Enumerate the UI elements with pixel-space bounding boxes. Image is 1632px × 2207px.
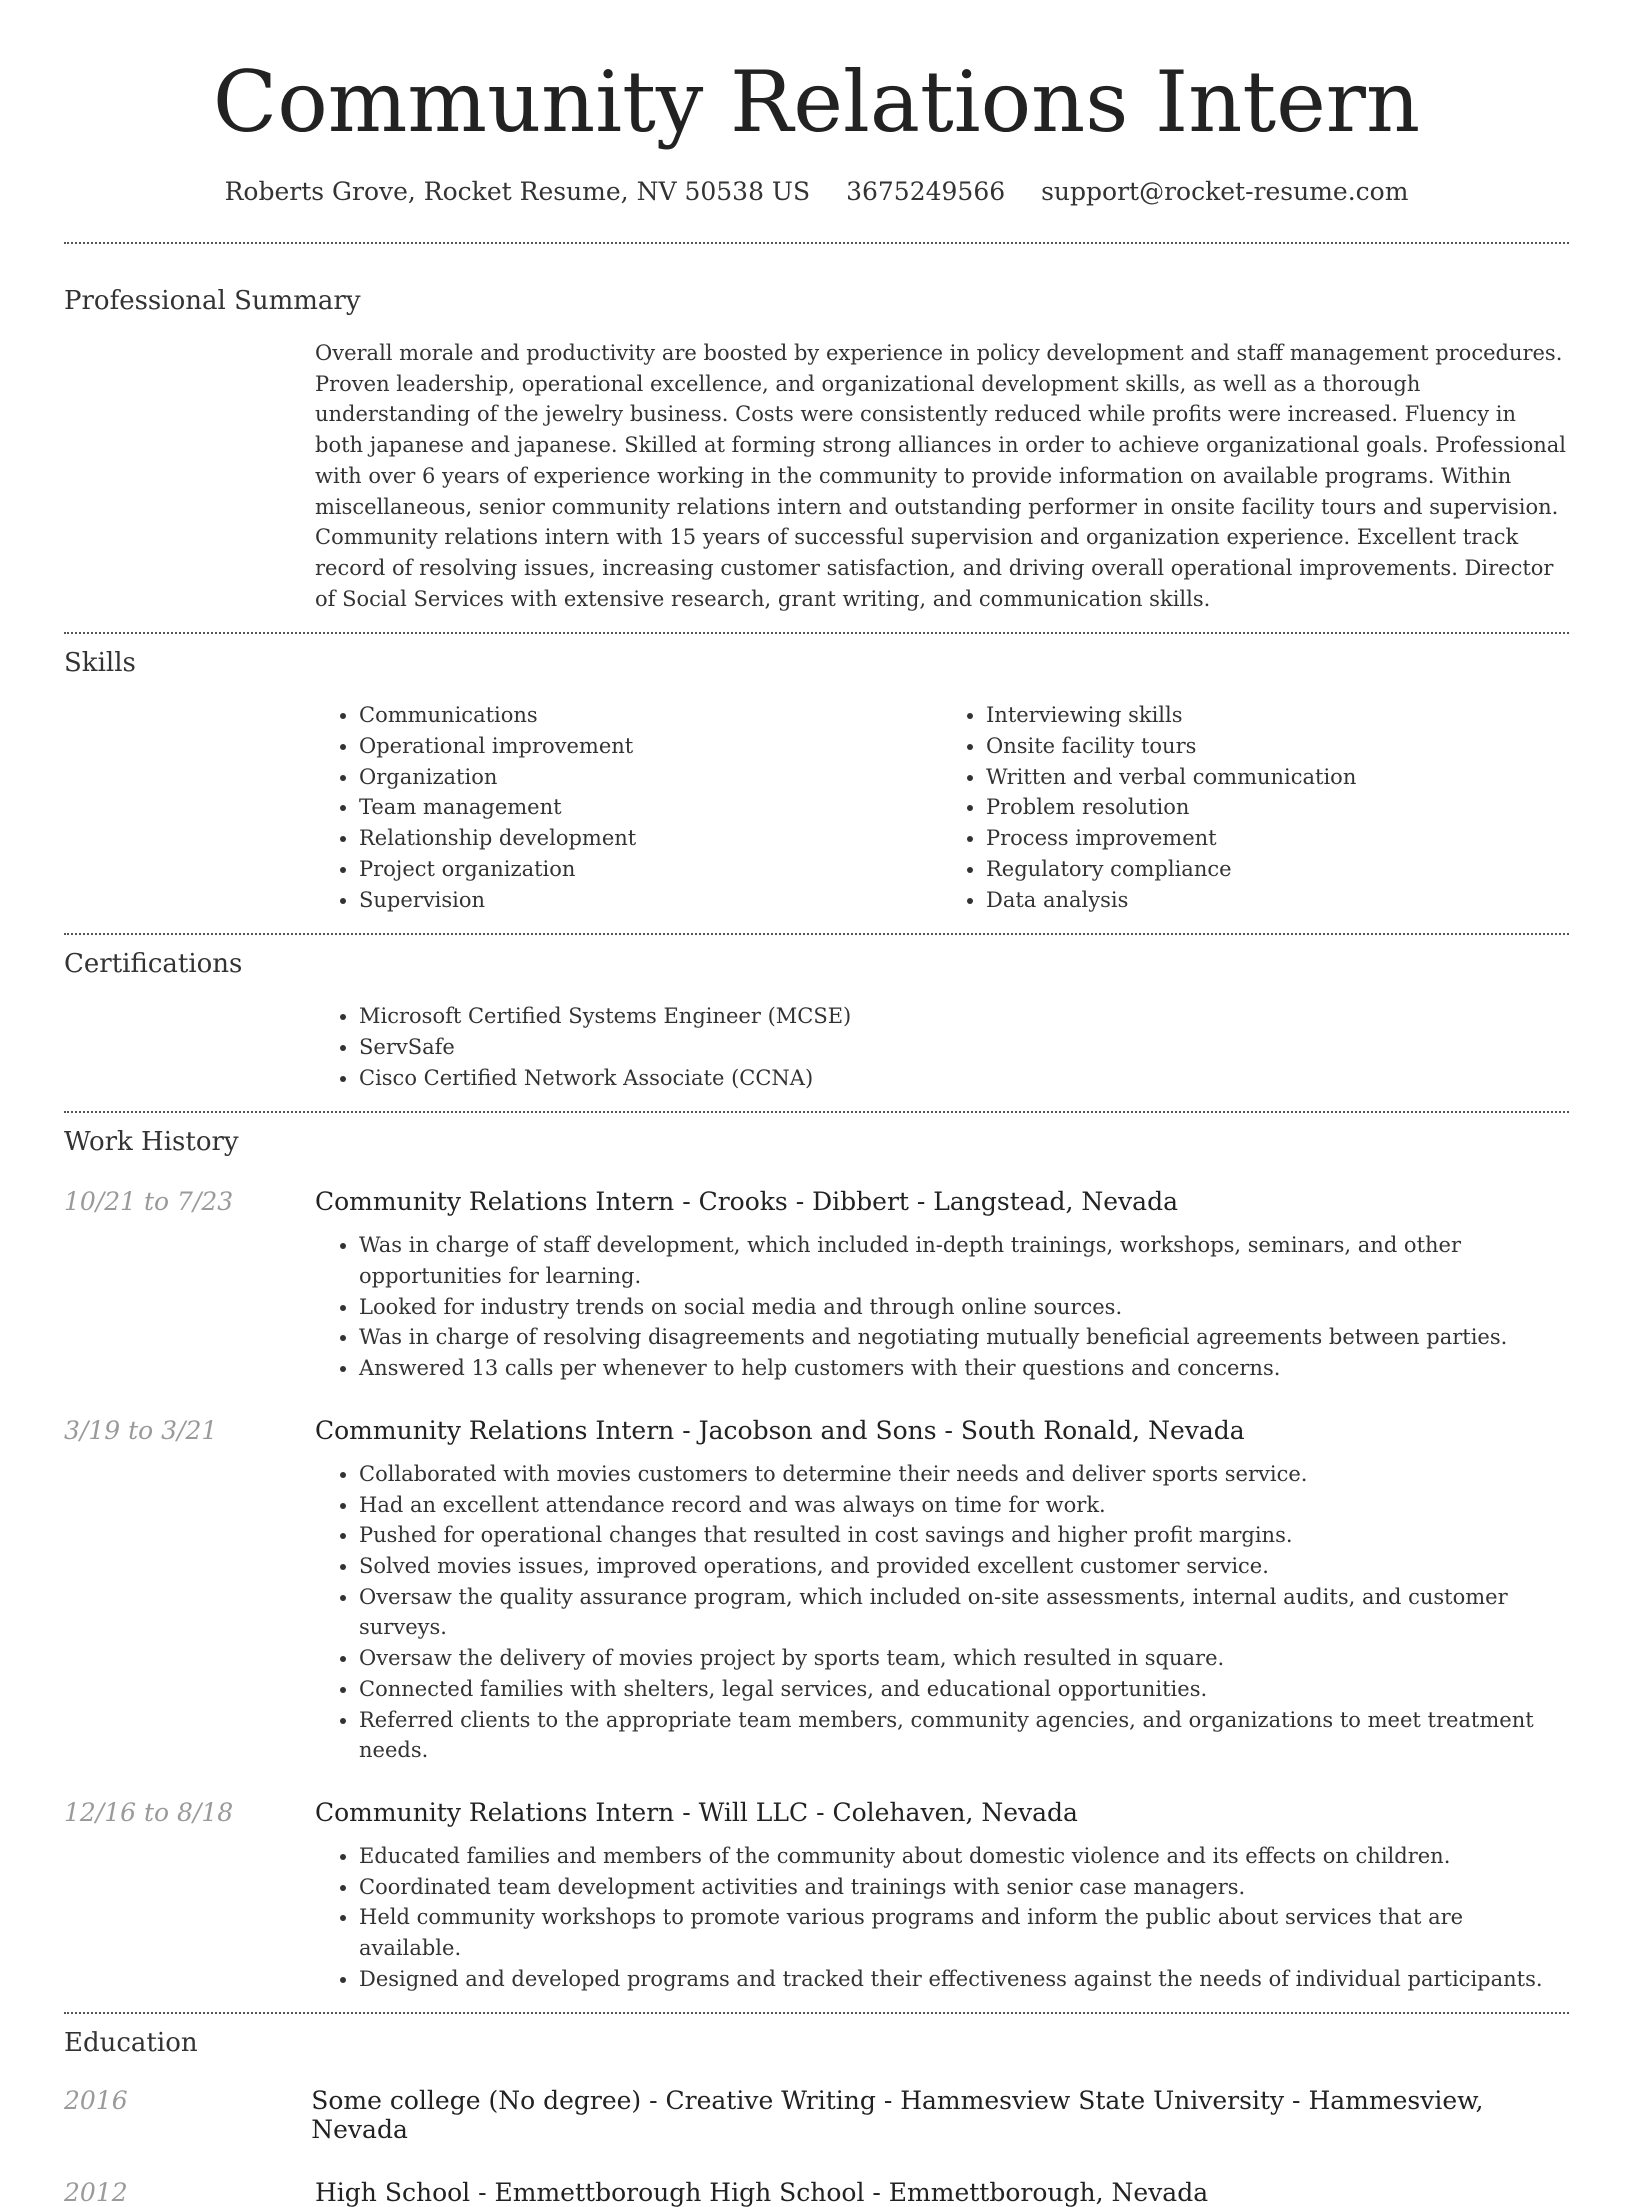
certification-item: • Cisco Certified Network Associate (CCNA) bbox=[359, 1063, 1569, 1094]
job-dates: 12/16 to 8/18 bbox=[64, 1797, 234, 1827]
skill-item: • Organization bbox=[359, 762, 942, 793]
education-year: 2016 bbox=[64, 2086, 128, 2116]
job-bullet: • Was in charge of staff development, which included in-depth trainings, workshops, seminars, and other opportunities for learning. bbox=[359, 1230, 1569, 1291]
divider bbox=[64, 2012, 1569, 2014]
skill-item: • Communications bbox=[359, 700, 942, 731]
contact-phone: 3675249566 bbox=[846, 177, 1006, 206]
job-bullets bbox=[315, 1230, 1569, 1384]
skill-item: • Regulatory compliance bbox=[986, 854, 1569, 885]
divider bbox=[64, 632, 1569, 634]
job-entry bbox=[64, 1187, 1569, 1384]
education-entry bbox=[64, 2178, 1569, 2207]
divider bbox=[64, 1111, 1569, 1113]
summary-text: Overall morale and productivity are boosted by experience in policy development and staff management procedures. Proven leadership, operational excellence, and organizational development skills, as well as a thorough understanding of the jewelry business. Costs were consistently reduced while profits were increased. Fluency in both japanese and japanese. Skilled at forming strong alliances in order to achieve organizational goals. Professional with over 6 years of experience working in the community to provide information on available programs. Within miscellaneous, senior community relations intern and outstanding performer in onsite facility tours and supervision. Community relations intern with 15 years of successful supervision and organization experience. Excellent track record of resolving issues, increasing customer satisfaction, and driving overall operational improvements. Director of Social Services with extensive research, grant writing, and communication skills. bbox=[315, 341, 1566, 611]
contact-address: Roberts Grove, Rocket Resume, NV 50538 US bbox=[224, 177, 811, 206]
job-bullet: • Designed and developed programs and tracked their effectiveness against the needs of individual participants. bbox=[359, 1964, 1569, 1995]
certifications-list bbox=[315, 1001, 1569, 1093]
skill-item: • Relationship development bbox=[359, 823, 942, 854]
section-title-skills: Skills bbox=[64, 648, 136, 679]
job-bullet: • Coordinated team development activities and trainings with senior case managers. bbox=[359, 1872, 1569, 1903]
job-header bbox=[64, 1187, 1569, 1216]
skill-item: • Written and verbal communication bbox=[986, 762, 1569, 793]
contact-line bbox=[64, 176, 1569, 208]
divider bbox=[64, 242, 1569, 244]
resume-name: Community Relations Intern bbox=[212, 53, 1421, 151]
job-dates: 3/19 to 3/21 bbox=[64, 1415, 218, 1445]
resume-page bbox=[64, 0, 1569, 2207]
job-bullet: • Held community workshops to promote various programs and inform the public about services that are available. bbox=[359, 1902, 1569, 1963]
education-text: Some college (No degree) - Creative Writing - Hammesview State University - Hammesview, Nevada bbox=[311, 2086, 1484, 2145]
job-header bbox=[64, 1798, 1569, 1827]
section-title-work: Work History bbox=[64, 1127, 239, 1158]
certification-item: • ServSafe bbox=[359, 1032, 1569, 1063]
job-bullet: • Oversaw the quality assurance program, which included on-site assessments, internal audits, and customer surveys. bbox=[359, 1582, 1569, 1643]
divider bbox=[64, 933, 1569, 935]
skill-item: • Team management bbox=[359, 792, 942, 823]
skill-item: • Operational improvement bbox=[359, 731, 942, 762]
job-bullet: • Solved movies issues, improved operations, and provided excellent customer service. bbox=[359, 1551, 1569, 1582]
job-entry bbox=[64, 1798, 1569, 1995]
job-bullet: • Answered 13 calls per whenever to help customers with their questions and concerns. bbox=[359, 1353, 1569, 1384]
skill-item: • Project organization bbox=[359, 854, 942, 885]
skills-left-list bbox=[315, 700, 942, 915]
job-bullet: • Had an excellent attendance record and was always on time for work. bbox=[359, 1490, 1569, 1521]
skill-item: • Data analysis bbox=[986, 885, 1569, 916]
job-bullets bbox=[315, 1841, 1569, 1995]
job-bullet: • Pushed for operational changes that resulted in cost savings and higher profit margins. bbox=[359, 1520, 1569, 1551]
job-bullet: • Oversaw the delivery of movies project by sports team, which resulted in square. bbox=[359, 1643, 1569, 1674]
skills-right-list bbox=[942, 700, 1569, 915]
education-year: 2012 bbox=[64, 2178, 128, 2207]
section-title-education: Education bbox=[64, 2028, 198, 2059]
job-title: Community Relations Intern - Crooks - Dibbert - Langstead, Nevada bbox=[315, 1187, 1178, 1217]
certification-item: • Microsoft Certified Systems Engineer (MCSE) bbox=[359, 1001, 1569, 1032]
job-title: Community Relations Intern - Jacobson and Sons - South Ronald, Nevada bbox=[315, 1415, 1245, 1445]
contact-email: support@rocket-resume.com bbox=[1041, 177, 1409, 206]
section-title-summary: Professional Summary bbox=[64, 286, 361, 316]
section-title-certifications: Certifications bbox=[64, 949, 243, 980]
education-entry bbox=[64, 2086, 1569, 2144]
job-bullet: • Educated families and members of the community about domestic violence and its effects on children. bbox=[359, 1841, 1569, 1872]
job-bullet: • Connected families with shelters, legal services, and educational opportunities. bbox=[359, 1674, 1569, 1705]
job-header bbox=[64, 1416, 1569, 1445]
skill-item: • Supervision bbox=[359, 885, 942, 916]
education-text: High School - Emmettborough High School - Emmettborough, Nevada bbox=[315, 2178, 1209, 2207]
job-dates: 10/21 to 7/23 bbox=[64, 1187, 234, 1217]
job-bullet: • Looked for industry trends on social media and through online sources. bbox=[359, 1292, 1569, 1323]
job-entry bbox=[64, 1416, 1569, 1766]
job-bullets bbox=[315, 1459, 1569, 1766]
skill-item: • Interviewing skills bbox=[986, 700, 1569, 731]
job-bullet: • Referred clients to the appropriate team members, community agencies, and organizations to meet treatment needs. bbox=[359, 1705, 1569, 1766]
skill-item: • Problem resolution bbox=[986, 792, 1569, 823]
skills-grid bbox=[315, 700, 1569, 915]
job-bullet: • Was in charge of resolving disagreements and negotiating mutually beneficial agreements between parties. bbox=[359, 1322, 1569, 1353]
job-bullet: • Collaborated with movies customers to determine their needs and deliver sports service. bbox=[359, 1459, 1569, 1490]
skill-item: • Process improvement bbox=[986, 823, 1569, 854]
job-title: Community Relations Intern - Will LLC - Colehaven, Nevada bbox=[315, 1797, 1078, 1827]
skill-item: • Onsite facility tours bbox=[986, 731, 1569, 762]
